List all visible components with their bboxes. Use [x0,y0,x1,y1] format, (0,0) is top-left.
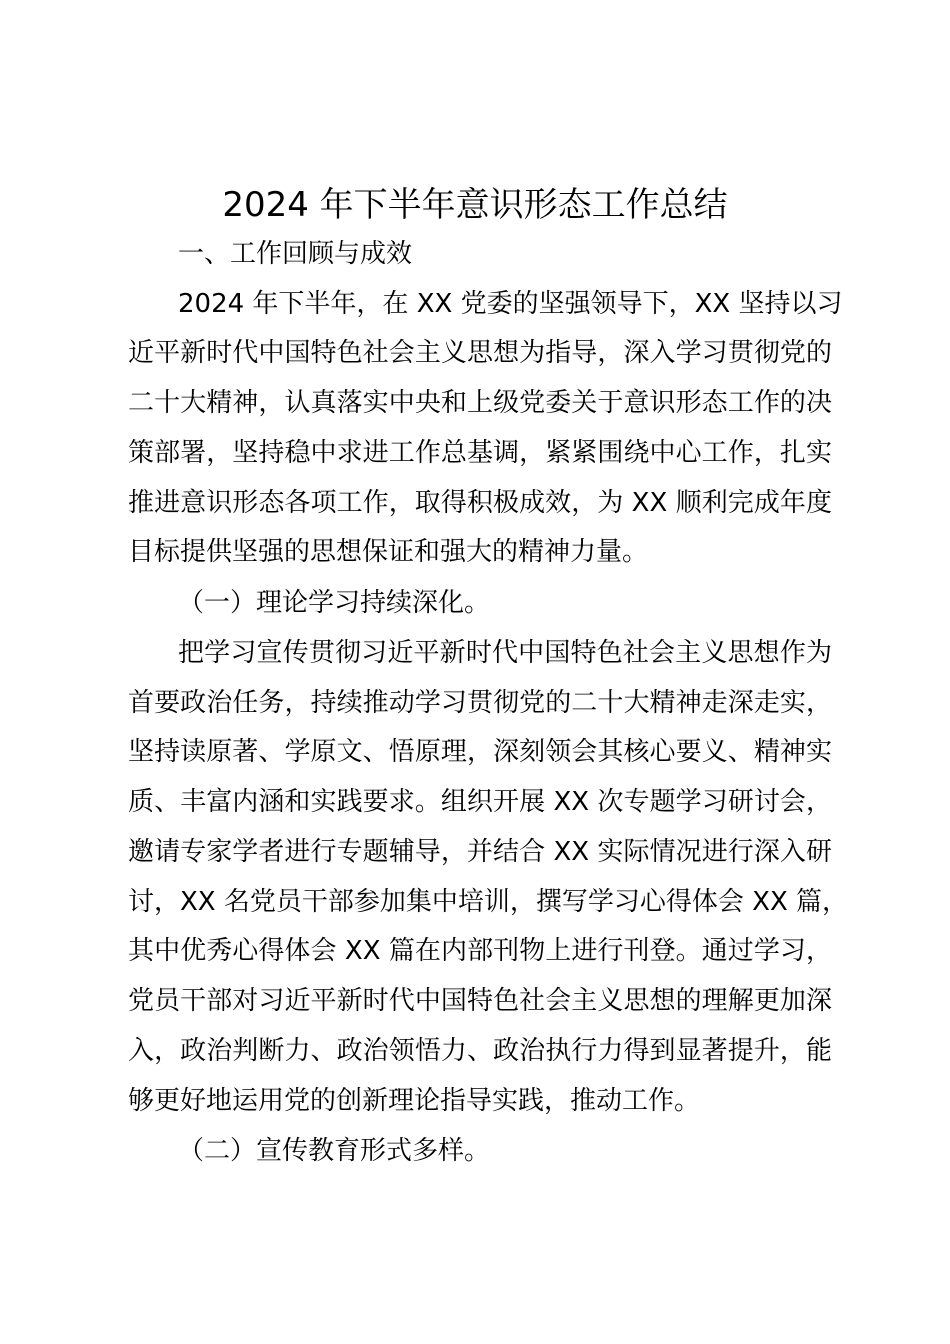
paragraph-line: 二十大精神，认真落实中央和上级党委关于意识形态工作的决 [128,388,832,418]
paragraph-line: 首要政治任务，持续推动学习贯彻党的二十大精神走深走实， [128,688,832,718]
paragraph-line: 讨，XX 名党员干部参加集中培训，撰写学习心得体会 XX 篇， [128,887,849,917]
paragraph-line: 近平新时代中国特色社会主义思想为指导，深入学习贯彻党的 [128,338,832,368]
document-title: 2024 年下半年意识形态工作总结 [222,185,728,225]
paragraph-line: 够更好地运用党的创新理论指导实践，推动工作。 [128,1086,701,1116]
paragraph-line: 其中优秀心得体会 XX 篇在内部刊物上进行刊登。通过学习， [128,936,832,966]
paragraph-line: 质、丰富内涵和实践要求。组织开展 XX 次专题学习研讨会， [128,787,832,817]
paragraph-line: 2024 年下半年，在 XX 党委的坚强领导下，XX 坚持以习 [178,289,843,319]
subsection-heading: （一）理论学习持续深化。 [178,588,491,618]
paragraph-line: 党员干部对习近平新时代中国特色社会主义思想的理解更加深 [128,986,832,1016]
paragraph-line: 邀请专家学者进行专题辅导，并结合 XX 实际情况进行深入研 [128,837,832,867]
paragraph-line: 坚持读原著、学原文、悟原理，深刻领会其核心要义、精神实 [128,737,832,767]
paragraph-line: 把学习宣传贯彻习近平新时代中国特色社会主义思想作为 [178,638,832,668]
paragraph-line: 策部署，坚持稳中求进工作总基调，紧紧围绕中心工作，扎实 [128,438,832,468]
paragraph-line: 推进意识形态各项工作，取得积极成效，为 XX 顺利完成年度 [128,488,832,518]
subsection-heading: （二）宣传教育形式多样。 [178,1136,491,1166]
paragraph-line: 入，政治判断力、政治领悟力、政治执行力得到显著提升，能 [128,1036,832,1066]
section-heading: 一、工作回顾与成效 [178,239,413,269]
paragraph-line: 目标提供坚强的思想保证和强大的精神力量。 [128,537,649,567]
